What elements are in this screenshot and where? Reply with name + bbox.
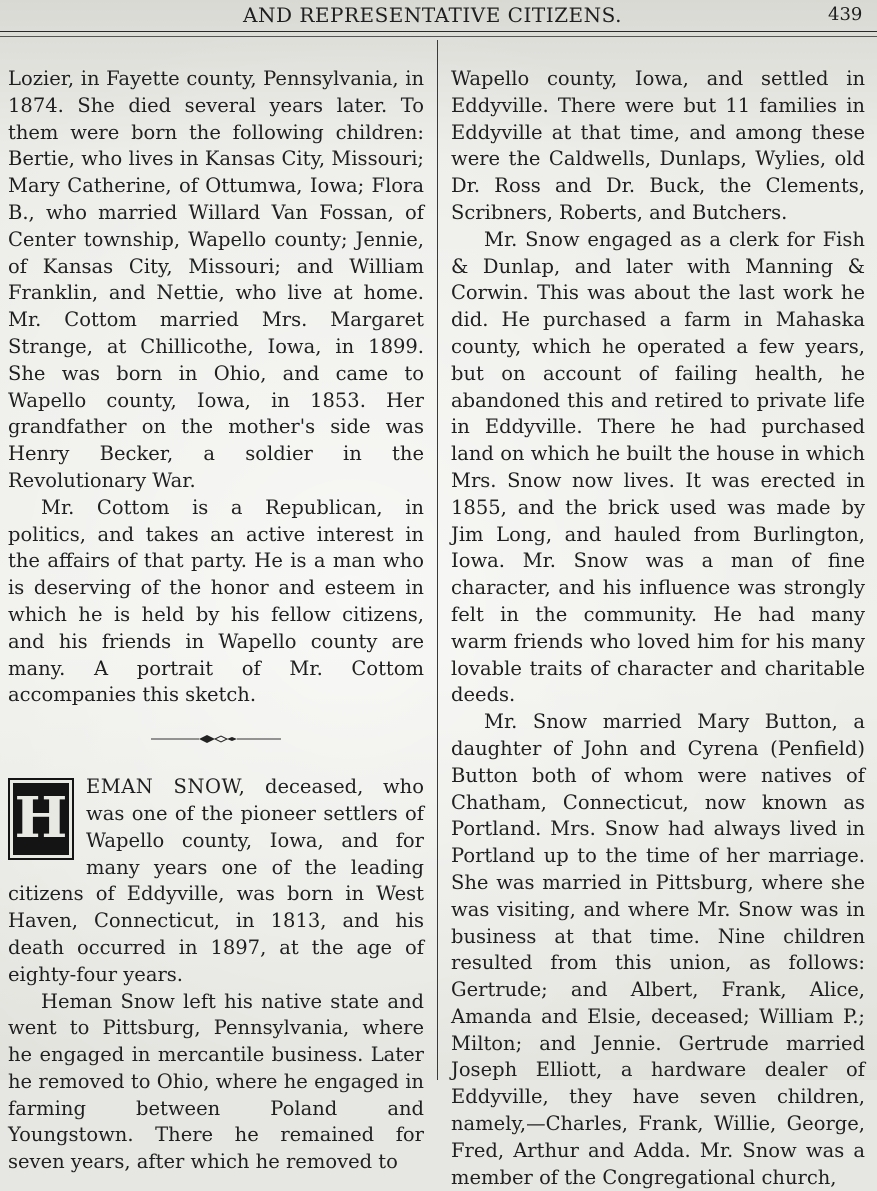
paragraph: Heman Snow left his native state and went to Pittsburg, Pennsylvania, where he engaged in mercantile business. Later he removed to Ohio, where he engaged in farming between Poland and Youngstown. There he remained for seven years, after which he removed to [8, 989, 424, 1174]
subject-name: EMAN SNOW, [86, 775, 246, 799]
column-divider [437, 40, 438, 1080]
paragraph: Mr. Cottom is a Republican, in politics, and takes an active interest in the affairs of that party. He is a man who is deserving of the honor and esteem in which he is held by his fellow citizens, and his friends in Wapello county are many. A portrait of Mr. Cottom accompanies this sketch. [8, 495, 424, 707]
paragraph: Mr. Snow engaged as a clerk for Fish & Dunlap, and later with Manning & Corwin. This was about the last work he did. He purchased a farm in Mahaska county, which he operated a few years, but on account of failing health, he abandoned this and retired to private life in Eddyville. There he had purchased land on which he built the house in which Mrs. Snow now lives. It was erected in 1855, and the brick used was made by Jim Long, and hauled from Burlington, Iowa. Mr. Snow was a man of fine character, and his influence was strongly felt in the community. He had many warm friends who loved him for his many lovable traits of character and charitable deeds. [451, 227, 865, 707]
left-column [8, 66, 424, 1176]
header-rule [0, 31, 877, 32]
header-rule-thin [0, 36, 877, 37]
section-ornament [8, 726, 424, 752]
right-column [451, 66, 865, 1191]
paragraph: Lozier, in Fayette county, Pennsylvania, in 1874. She died several years later. To them were born the following children: Bertie, who lives in Kansas City, Missouri; Mary Catherine, of Ottumwa, Iowa; Flora B., who married Willard Van Fossan, of Center township, Wapello county; Jennie, of Kansas City, Missouri; and William Franklin, and Nettie, who live at home. Mr. Cottom married Mrs. Margaret Strange, at Chillicothe, Iowa, in 1899. She was born in Ohio, and came to Wapello county, Iowa, in 1853. Her grandfather on the mother's side was Henry Becker, a soldier in the Revolutionary War. [8, 67, 424, 492]
biography-opening [8, 774, 424, 988]
decorative-initial-icon [8, 778, 74, 860]
paragraph: Mr. Snow married Mary Button, a daughter of John and Cyrena (Penfield) Button both of whom were natives of Chatham, Connecticut, now known as Portland. Mrs. Snow had always lived in Portland up to the time of her marriage. She was married in Pittsburg, where she was visiting, and where Mr. Snow was in business at that time. Nine children resulted from this union, as follows: Gertrude; and Albert, Frank, Alice, Amanda and Elsie, deceased; William P.; Milton; and Jennie. Gertrude married Joseph Elliott, a hardware dealer of Eddyville, they have seven children, namely,—Charles, Frank, Willie, George, Fred, Arthur and Adda. Mr. Snow was a member of the Congregational church, [451, 710, 865, 1189]
ornament-icon [141, 726, 291, 752]
paragraph: Wapello county, Iowa, and settled in Eddyville. There were but 11 families in Eddyville at that time, and among these were the Caldwells, Dunlaps, Wylies, old Dr. Ross and Dr. Buck, the Clements, Scribners, Roberts, and Butchers. [451, 67, 865, 224]
decorative-initial-letter: H [14, 785, 68, 852]
running-head [0, 3, 877, 29]
running-title: AND REPRESENTATIVE CITIZENS. [243, 3, 622, 27]
paragraph-text: deceased, who was one of the pioneer settlers of Wapello county, Iowa, and for many years one of the leading citizens of Eddyville, was born in West Haven, Connecticut, in 1813, and his death occurred in 1897, at the age of eighty-four years. [8, 775, 424, 986]
page-number: 439 [828, 4, 863, 25]
